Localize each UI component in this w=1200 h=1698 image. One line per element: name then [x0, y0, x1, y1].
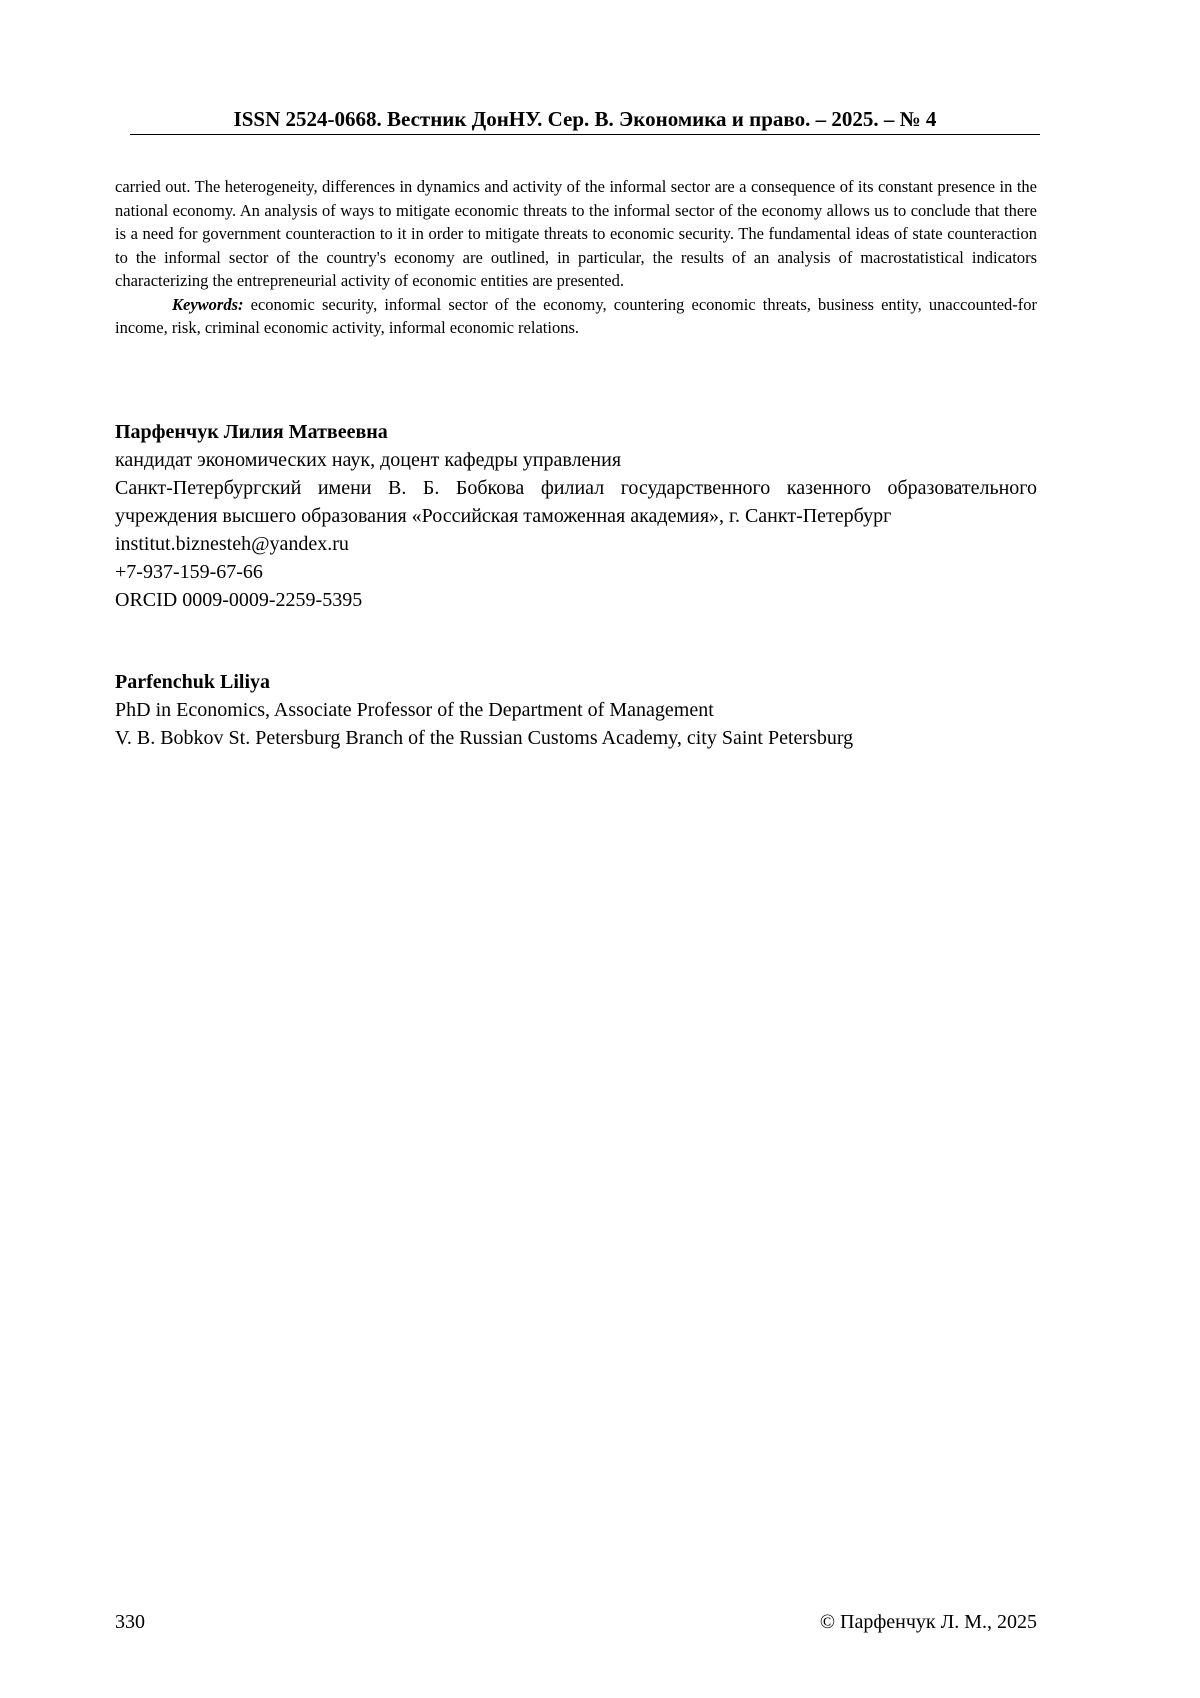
copyright-notice: © Парфенчук Л. М., 2025 [819, 1611, 1037, 1633]
author-affiliation-en: V. B. Bobkov St. Petersburg Branch of the Russian Customs Academy, city Saint Petersburg [115, 727, 854, 749]
author-name-ru: Парфенчук Лилия Матвеевна [115, 421, 388, 443]
author-position-ru: кандидат экономических наук, доцент кафедры управления [115, 449, 622, 471]
author-info-russian [115, 418, 1037, 614]
author-info-english [115, 668, 1037, 752]
page-number: 330 [115, 1611, 145, 1633]
author-email: institut.biznesteh@yandex.ru [115, 533, 349, 555]
author-position-en: PhD in Economics, Associate Professor of the Department of Management [115, 699, 714, 721]
abstract-text: carried out. The heterogeneity, differences in dynamics and activity of the informal sector are a consequence of its constant presence in the national economy. An analysis of ways to mitigate economic threats to the informal sector of the economy allows us to conclude that there is a need for government counteraction to it in order to mitigate threats to economic security. The fundamental ideas of state counteraction to the informal sector of the country's economy are outlined, in particular, the results of an analysis of macrostatistical indicators characterizing the entrepreneurial activity of economic entities are presented. [115, 177, 1037, 290]
running-header: ISSN 2524-0668. Вестник ДонНУ. Сер. В. Экономика и право. – 2025. – № 4 [233, 107, 937, 131]
header-divider [130, 134, 1040, 135]
keywords-label: Keywords: [172, 294, 244, 314]
abstract-section [115, 175, 1037, 340]
keywords-text: economic security, informal sector of the economy, countering economic threats, business entity, unaccounted-for income, risk, criminal economic activity, informal economic relations. [115, 294, 1038, 337]
author-orcid: ORCID 0009-0009-2259-5395 [115, 589, 363, 611]
author-affiliation-ru: Санкт-Петербургский имени В. Б. Бобкова филиал государственного казенного образовательного учреждения высшего образования «Российская таможенная академия», г. Санкт-Петербург [115, 477, 1037, 527]
author-name-en: Parfenchuk Liliya [115, 671, 271, 693]
author-phone: +7-937-159-67-66 [115, 561, 263, 583]
keywords-paragraph [115, 293, 1037, 340]
